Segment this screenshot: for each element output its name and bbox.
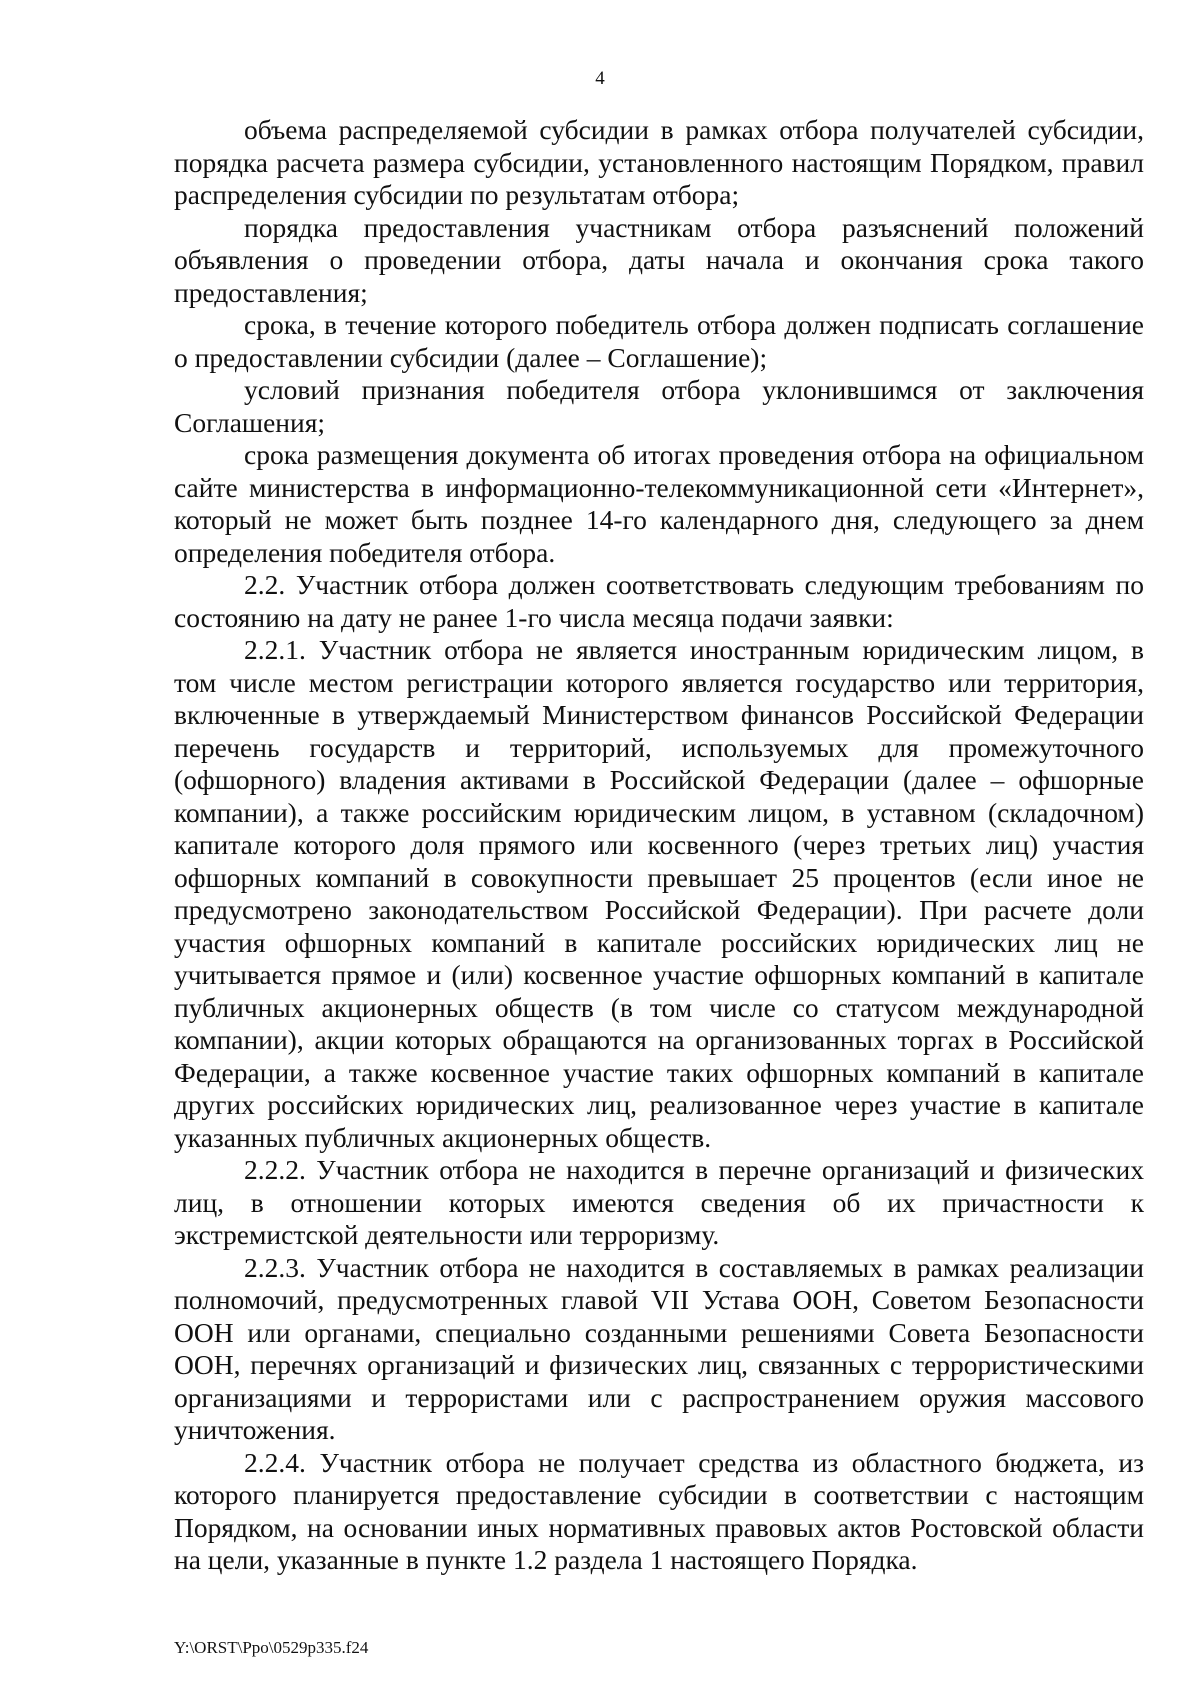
document-body [174,114,1144,1577]
paragraph-2-2-4: 2.2.4. Участник отбора не получает средства из областного бюджета, из которого планируется предоставление субсидии в соответствии с настоящим Порядком, на основании иных нормативных правовых актов Ростовской области на цели, указанные в пункте 1.2 раздела 1 настоящего Порядка. [174,1446,1144,1575]
paragraph-results-publication: срока размещения документа об итогах проведения отбора на официальном сайте министерства в информационно-телекоммуникационной сети «Интернет», который не может быть позднее 14-го календарного дня, следующего за днем определения победителя отбора. [174,439,1144,568]
paragraph-clarifications: порядка предоставления участникам отбора разъяснений положений объявления о проведении отбора, даты начала и окончания срока такого предоставления; [174,211,1144,308]
paragraph-2-2-2: 2.2.2. Участник отбора не находится в перечне организаций и физических лиц, в отношении которых имеются сведения об их причастности к экстремистской деятельности или терроризму. [174,1154,1144,1250]
paragraph-agreement-term: срока, в течение которого победитель отбора должен подписать соглашение о предоставлении субсидии (далее – Соглашение); [174,309,1144,373]
footer-file-path: Y:\ORST\Ppo\0529p335.f24 [174,1638,369,1657]
paragraph-2-2-1: 2.2.1. Участник отбора не является иностранным юридическим лицом, в том числе местом регистрации которого является государство или территория, включенные в утверждаемый Министерством финансов Российской Федерации перечень государств и территорий, используемых для промежуточного (офшорного) владения активами в Российской Федерации (далее – офшорные компании), а также российским юридическим лицом, в уставном (складочном) капитале которого доля прямого или косвенного (через третьих лиц) участия офшорных компаний в совокупности превышает 25 процентов (если иное не предусмотрено законодательством Российской Федерации). При расчете доли участия офшорных компаний в капитале российских юридических лиц не учитывается прямое и (или) косвенное участие офшорных компаний в капитале публичных акционерных обществ (в том числе со статусом международной компании), акции которых обращаются на организованных торгах в Российской Федерации, а также косвенное участие таких офшорных компаний в капитале других российских юридических лиц, реализованное через участие в капитале указанных публичных акционерных обществ. [174,634,1144,1153]
paragraph-evasion-conditions: условий признания победителя отбора уклонившимся от заключения Соглашения; [174,374,1144,438]
paragraph-subsidy-volume: объема распределяемой субсидии в рамках отбора получателей субсидии, порядка расчета размера субсидии, установленного настоящим Порядком, правил распределения субсидии по результатам отбора; [174,114,1144,210]
paragraph-2-2: 2.2. Участник отбора должен соответствовать следующим требованиям по состоянию на дату не ранее 1-го числа месяца подачи заявки: [174,569,1144,633]
page-number: 4 [595,68,605,89]
paragraph-2-2-3: 2.2.3. Участник отбора не находится в составляемых в рамках реализации полномочий, предусмотренных главой VII Устава ООН, Советом Безопасности ООН или органами, специально созданными решениями Совета Безопасности ООН, перечнях организаций и физических лиц, связанных с террористическими организациями и террористами или с распространением оружия массового уничтожения. [174,1251,1144,1445]
